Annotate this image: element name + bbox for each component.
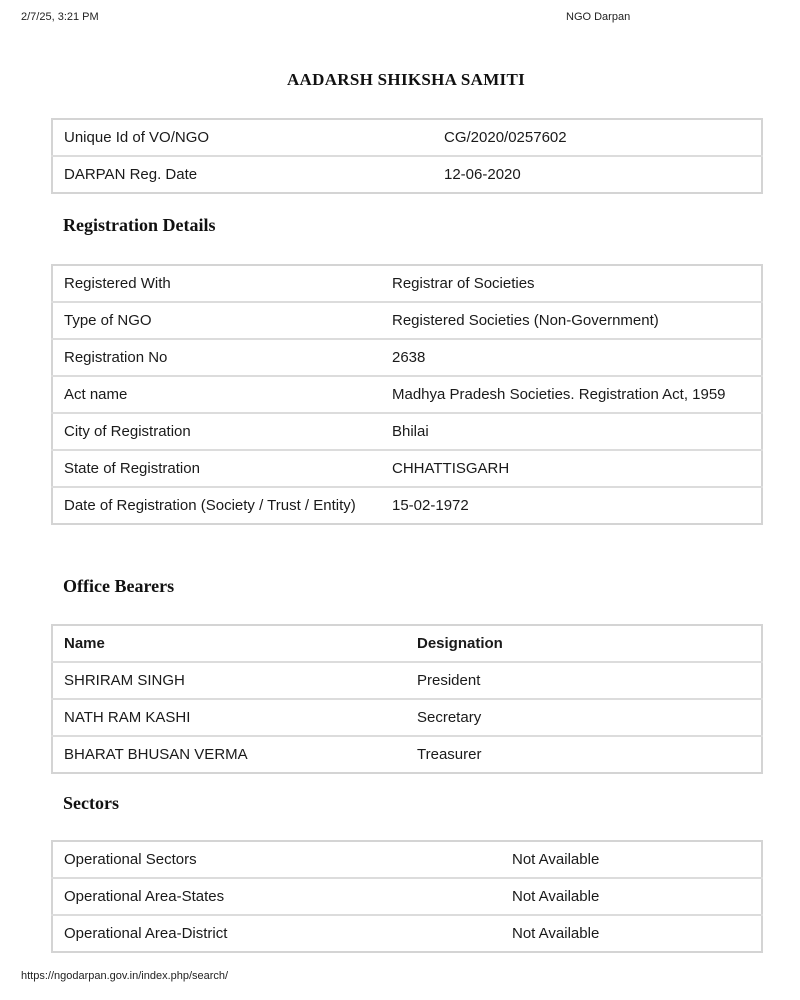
row-value: Madhya Pradesh Societies. Registration Act, 1959 [381, 376, 762, 413]
table-header-row [52, 625, 762, 662]
table-row [52, 376, 762, 413]
row-label: Operational Area-District [52, 915, 501, 952]
print-site-title: NGO Darpan [566, 11, 631, 23]
print-footer-url: https://ngodarpan.gov.in/index.php/search/ [21, 970, 229, 982]
row-value: CG/2020/0257602 [444, 129, 567, 146]
row-label: City of Registration [52, 413, 381, 450]
row-label: Operational Sectors [64, 851, 197, 868]
row-label: Date of Registration (Society / Trust / Entity) [52, 487, 381, 524]
table-row [52, 699, 762, 736]
sectors-table [51, 840, 763, 953]
registration-details-heading: Registration Details [63, 215, 216, 235]
row-value: Not Available [501, 878, 762, 915]
row-value: Registered Societies (Non-Government) [381, 302, 762, 339]
row-label: Type of NGO [52, 302, 381, 339]
bearer-designation: Treasurer [406, 736, 762, 773]
summary-table [51, 118, 763, 194]
table-row [52, 841, 762, 878]
row-value: Not Available [501, 915, 762, 952]
column-header-designation: Designation [417, 635, 503, 652]
table-row [52, 736, 762, 773]
registration-details-table [51, 264, 763, 525]
row-value: 15-02-1972 [381, 487, 762, 524]
row-value: Not Available [512, 851, 600, 868]
row-value: CHHATTISGARH [381, 450, 762, 487]
row-value: 12-06-2020 [433, 156, 762, 193]
row-label: Act name [52, 376, 381, 413]
row-label: Unique Id of VO/NGO [64, 129, 210, 146]
table-row [52, 119, 762, 156]
row-value: 2638 [381, 339, 762, 376]
bearer-name: SHRIRAM SINGH [52, 662, 406, 699]
row-label: Operational Area-States [52, 878, 501, 915]
bearer-designation: Secretary [406, 699, 762, 736]
row-label: Registration No [52, 339, 381, 376]
office-bearers-table [51, 624, 763, 774]
table-row [52, 487, 762, 524]
office-bearers-heading: Office Bearers [63, 576, 175, 596]
print-header [0, 11, 800, 25]
table-row [52, 156, 762, 193]
table-row [52, 878, 762, 915]
row-label: DARPAN Reg. Date [52, 156, 433, 193]
row-value: Bhilai [381, 413, 762, 450]
table-row [52, 413, 762, 450]
row-label: Registered With [64, 275, 171, 292]
organization-name: AADARSH SHIKSHA SAMITI [286, 70, 526, 89]
row-label: State of Registration [52, 450, 381, 487]
table-row [52, 302, 762, 339]
table-row [52, 662, 762, 699]
table-row [52, 265, 762, 302]
print-datetime: 2/7/25, 3:21 PM [21, 11, 99, 23]
bearer-name: NATH RAM KASHI [52, 699, 406, 736]
bearer-name: BHARAT BHUSAN VERMA [52, 736, 406, 773]
sectors-heading: Sectors [63, 793, 119, 813]
table-row [52, 339, 762, 376]
table-row [52, 915, 762, 952]
row-value: Registrar of Societies [392, 275, 535, 292]
column-header-name: Name [64, 635, 105, 652]
bearer-designation: President [406, 662, 762, 699]
table-row [52, 450, 762, 487]
